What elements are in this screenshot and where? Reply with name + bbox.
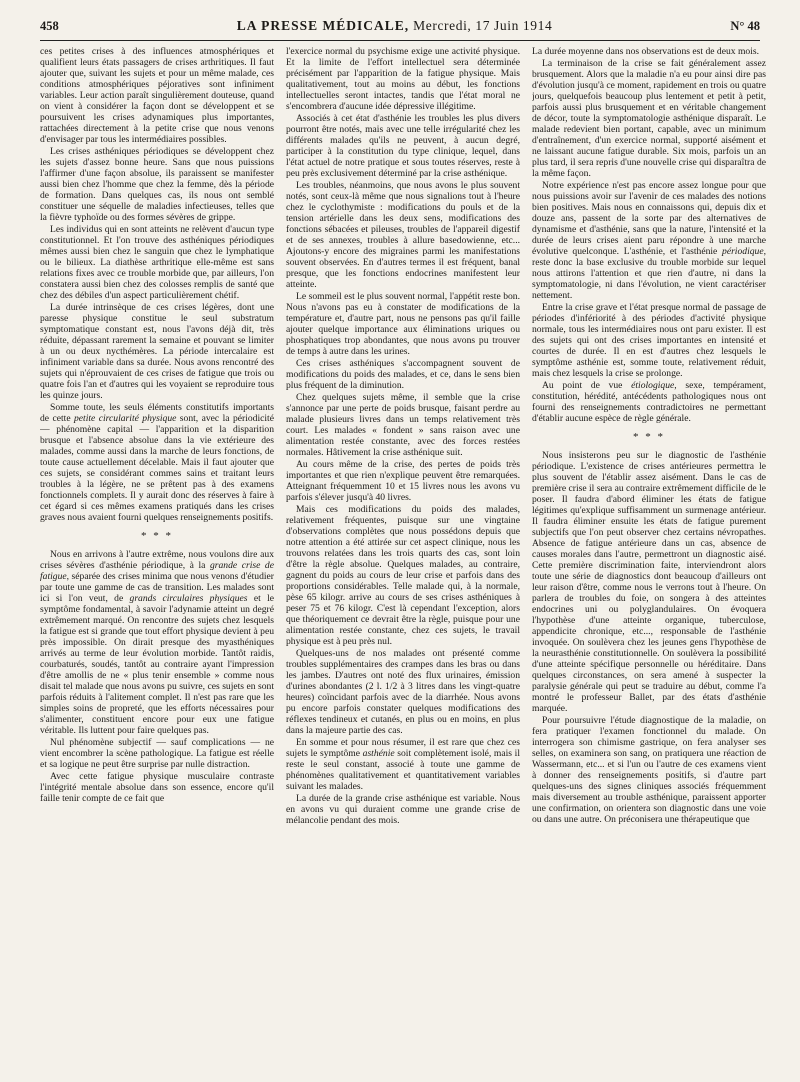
- paragraph: Quelques-uns de nos malades ont présenté comme troubles supplémentaires des crampes dans les bras ou dans les jambes. D'autres ont noté des flux urinaires, émission d'urines abondantes (2 l. 1/2 à 3 litres dans les vingt-quatre heures) coïncidant parfois avec de la diarrhée. Nous avons pu encore parfois constater quelques modifications des réflexes tendineux et cutanés, en plus ou en moins, en plus dans la majeure partie des cas.: [286, 648, 520, 736]
- section-divider-stars: * * *: [141, 530, 173, 542]
- text-run: , sexe, tempérament, constitution, hérédité, antécédents pathologiques nous ont fourni des renseignements contradictoires ne permettant d'établir aucune espèce de règle générale.: [532, 380, 766, 424]
- text-run: Somme toute, les seuls éléments constitutifs importants de cette: [40, 402, 274, 424]
- paragraph: ces petites crises à des influences atmosphériques et qualifient leurs états passagers de crises arthritiques. Il faut ajouter que, suivant les sujets et pour un même malade, ces conditions atmosphériques péjoratives sont infiniment variables. Leur action paraît singulièrement douteuse, quand on vient à considérer la façon dont se développent et se poursuivent les crises adynamiques plus importantes, rattachées directement à la petite crise que nous venons d'envisager par tous les intermédiaires possibles.: [40, 46, 274, 145]
- text-run: sont, avec la périodicité — phénomène capital — l'apparition et la disparition brusque et l'absence absolue dans la vie extérieure des malades, comme aussi dans la marche de leurs fonctions, de toute cause actuellement décelable. Mais il faut ajouter que ces sujets, se considérant commes sains et traitant leurs troubles à la légère, ne se prêtent pas à des examens fonctionnels complets. Il y aurait donc des réserves à faire à cet égard si ces mêmes examens pratiqués dans les crises graves nous avaient fourni quelques renseignements positifs.: [40, 413, 274, 523]
- paragraph: Nous insisterons peu sur le diagnostic de l'asthénie périodique. L'existence de crises antérieures permettra le plus souvent de l'établir assez aisément. Dans le cas de première crise il sera au contraire extrêmement difficile de le poser. Il faudra d'abord éliminer les états de fatigue légitimes qu'explique suffisamment un surmenage antérieur. Il faudra éliminer ensuite les états de fatigue purement subjectifs que l'on peut observer chez certains névropathes. Absence de fatigue antérieure dans un cas, absence de causes morales dans l'autre, permettront un diagnostic aisé. Cette première discrimination faite, interviendront alors toute une série de diagnostics dont beaucoup d'ailleurs ont leur raison d'être, comme nous le verrons tout à l'heure. On parlera de troubles du foie, on songera à des atteintes endocrines uni ou polyglandulaires. On évoquera l'hypothèse d'une atteinte organique, tuberculose, appendicite chronique, etc..., responsable de l'asthénie invoquée. On soulèvera chez les jeunes gens l'hypothèse de la neurasthénie constitutionnelle. On soulèvera la possibilité d'une atteinte spécifique personnelle ou héréditaire. Dans quelques circonstances, on sera amené à suspecter la paralysie générale qui peut se traduire au début, comme l'a montré le professeur Ballet, par des états d'asthénie marquée.: [532, 450, 766, 714]
- journal-name: LA PRESSE MÉDICALE,: [236, 18, 410, 33]
- italic-term: grands circulaires physiques: [129, 593, 248, 604]
- paragraph: Au cours même de la crise, des pertes de poids très importantes et que rien n'explique peuvent être remarquées. Atteignant fréquemment 10 et 15 livres nous les avons vu parfois s'élever jusqu'à 40 livres.: [286, 459, 520, 503]
- italic-term: asthénie: [362, 748, 395, 759]
- paragraph: [40, 549, 274, 736]
- header-rule: [40, 40, 760, 41]
- paragraph: Ces crises asthéniques s'accompagnent souvent de modifications du poids des malades, et ce, dans le sens bien plus fréquent de la diminution.: [286, 358, 520, 391]
- italic-term: petite circularité physique: [74, 413, 177, 424]
- column-1: [40, 46, 274, 1072]
- paragraph: La durée intrinsèque de ces crises légères, dont une paresse physique constitue le seul substratum symptomatique constant est, nous l'avons déjà dit, très réduite, dépassant rarement la semaine et pouvant se limiter à un ou deux nycthémères. La période intercalaire est infiniment variable dans sa durée. Nous avons rencontré des sujets qui n'éprouvaient de ces crises de fatigue que trois ou quatre fois l'an et d'autres qui les voyaient se reproduire tous les quinze jours.: [40, 302, 274, 401]
- paragraph: Les crises asthéniques périodiques se développent chez les sujets d'assez bonne heure. Sans que nous puissions l'affirmer d'une façon absolue, ils paraissent se manifester aussi bien chez l'homme que chez la femme, dès la période de formation. Dans quelques cas, ils nous ont semblé constituer une séquelle de maladies infectieuses, telles que la fièvre typhoïde ou des formes sévères de grippe.: [40, 146, 274, 223]
- paragraph: Le sommeil est le plus souvent normal, l'appétit reste bon. Nous n'avons pas eu à constater de modifications de la température et, d'autre part, nous ne pensons pas qu'il faille ajouter quelque importance aux éliminations uriques ou phosphatiques trop abondantes, que nous avons pu trouver de temps à autre dans les urines.: [286, 291, 520, 357]
- paragraph: Avec cette fatigue physique musculaire contraste l'intégrité mentale absolue dans son essence, encore qu'il faille tenir compte de ce fait que: [40, 771, 274, 804]
- paragraph: Chez quelques sujets même, il semble que la crise s'annonce par une perte de poids brusque, faisant perdre au malade plusieurs livres dans un temps relativement très court. Les malades « fondent » sans raison avec une alimentation restée constante, avec des forces restées normales. Hâtivement la crise asthénique suit.: [286, 392, 520, 458]
- page-header: [40, 18, 760, 38]
- page-number: 458: [40, 19, 59, 33]
- paragraph: [286, 737, 520, 792]
- column-2: [286, 46, 520, 1072]
- italic-term: grande crise de fatigue: [40, 560, 274, 582]
- issue-number: N° 48: [730, 19, 760, 33]
- paragraph: Entre la crise grave et l'état presque normal de passage de périodes d'infériorité à des périodes d'activité physique normale, tous les intermédiaires nous ont paru exister. Il est des sujets qui ont des crises importantes en intensité et courtes de durée. Il en est d'autres chez lesquels le symptôme asthénie est, somme toute, relativement réduit, mais chez lesquels la crise se prolonge.: [532, 302, 766, 379]
- paragraph: Les individus qui en sont atteints ne relèvent d'aucun type constitutionnel. Et l'on trouve des asthéniques périodiques mêmes aussi bien chez le sanguin que chez le lymphatique ou le bilieux. La diathèse arthritique elle-même est sans relations fixes avec ce trouble morbide que, par ailleurs, l'on constatera aussi bien chez des colosses remplis de santé que chez des débiles d'un aspect particulièrement chétif.: [40, 224, 274, 301]
- text-run: soit complètement isolé, mais il reste le seul constant, associé à toute une gamme de phénomènes qualitativement et quantitativement variables suivant les malades.: [286, 748, 520, 792]
- paragraph: [532, 180, 766, 301]
- issue-date: Mercredi, 17 Juin 1914: [413, 18, 553, 33]
- paragraph: Mais ces modifications du poids des malades, relativement fréquentes, puisque sur une vingtaine d'observations complètes que nous possédons depuis que notre attention a été attirée sur cet aspect clinique, nous les trouvons relatées dans les trois quarts des cas, sont loin d'être la règle absolue. Quelques malades, au contraire, gagnent du poids au cours de leur crise et parfois dans des proportions considérables. Telle malade qui, à la normale, pèse 65 kilogr. arrive au cours de ses crises asthéniques à peser 75 et 76 kilogr. C'est là cependant l'exception, alors que théoriquement ce devrait être la règle, puisque pour une alimentation restée constante, chez ces sujets, le travail physique est à peu près nul.: [286, 504, 520, 647]
- section-divider-stars: * * *: [633, 431, 665, 443]
- text-columns: [40, 46, 766, 1072]
- text-run: Nous en arrivons à l'autre extrême, nous voulons dire aux crises sévères d'asthénie périodique, à la: [40, 549, 274, 571]
- paragraph: Nul phénomène subjectif — sauf complications — ne vient encombrer la scène pathologique. La fatigue est réelle et sa logique ne peut être surprise par nulle distraction.: [40, 737, 274, 770]
- italic-term: périodique: [722, 246, 764, 257]
- paragraph: La terminaison de la crise se fait généralement assez brusquement. Alors que la maladie n'a eu pour ainsi dire pas d'évolution jusqu'à ce moment, rapidement en trois ou quatre jours, quelquefois beaucoup plus lentement et petit à petit, parfois aussi plus brusquement et en véritable changement de décor, toute la symptomatologie asthénique disparaît. Le malade redevient bien portant, capable, avec un minimum d'entraînement, d'un exercice normal, supporté aisément et ne laissant aucune fatigue durable. Six mois, parfois un an plus tard, il sera repris d'une nouvelle crise qui disparaîtra de la même façon.: [532, 58, 766, 179]
- paragraph: l'exercice normal du psychisme exige une activité physique. Et la limite de l'effort intellectuel sera déterminée précisément par l'apparition de la fatigue physique. Mais qualitativement, tout au moins au début, les fonctions intellectuelles seront intactes, tandis que l'état moral ne s'encombrera d'aucune idée dépressive illégitime.: [286, 46, 520, 112]
- paragraph: [532, 380, 766, 424]
- text-run: Notre expérience n'est pas encore assez longue pour que nous puissions avoir sur l'avenir de ces malades des notions bien positives. Mais nous en connaissons qui, depuis dix et douze ans, passent de la sorte par des alternatives de dynamisme et d'asthénie, sans que la nature, l'intensité et la durée de leurs crises aient paru répondre à une marche évolutive quelconque. L'asthénie, et l'asthénie: [532, 180, 766, 257]
- paragraph: La durée de la grande crise asthénique est variable. Nous en avons vu qui duraient comme une grande crise de mélancolie pendant des mois.: [286, 793, 520, 826]
- journal-title: [237, 18, 553, 34]
- text-run: , reste donc la base exclusive du trouble morbide sur lequel nous attirons l'attention et que rien d'autre, ni dans la symptomatologie, ni dans l'évolution, ne vient caractériser nettement.: [532, 246, 766, 301]
- paragraph: La durée moyenne dans nos observations est de deux mois.: [532, 46, 759, 57]
- paragraph: Pour poursuivre l'étude diagnostique de la maladie, on fera pratiquer l'examen fonctionnel du malade. On interrogera son chimisme gastrique, on fera analyser ses selles, on examinera son sang, on pratiquera une réaction de Wassermann, etc... et si l'un ou l'autre de ces examens vient à donner des renseignements positifs, si d'autre part quelques-uns des signes cliniques associés fréquemment mais diversement au trouble asthénique, paraissent apporter une confirmation, on orientera son diagnostic dans une voie ou dans une autre. On préconisera une thérapeutique que: [532, 715, 766, 825]
- text-run: Au point de vue: [542, 380, 632, 391]
- paragraph: Les troubles, néanmoins, que nous avons le plus souvent notés, sont ceux-là même que nous signalions tout à l'heure chez le cyclothymiste : modifications du pouls et de la tension artérielle dans les deux sens, modifications des fonctions sébacées et pileuses, troubles de l'appareil digestif et de ses annexes, troubles à allure basedowienne, etc... Ajoutons-y encore des migraines parmi les manifestations souvent observées. En d'autres termes il est fréquent, banal presque, que les fonctions endocrines manifestent leur atteinte.: [286, 180, 520, 290]
- text-run: En somme et pour nous résumer, il est rare que chez ces sujets le symptôme: [286, 737, 520, 759]
- paragraph: [40, 402, 274, 523]
- paragraph: Associés à cet état d'asthénie les troubles les plus divers pourront être notés, mais avec une telle irrégularité chez les différents malades qu'ils ne peuvent, à aucun degré, participer à la constitution du type clinique, lequel, dans l'état actuel de notre pratique et sous toutes réserves, reste à peu près exclusivement déterminé par la crise asthénique.: [286, 113, 520, 179]
- column-3: [532, 46, 766, 1072]
- italic-term: étiologique: [631, 380, 675, 391]
- text-run: , séparée des crises minima que nous venons d'étudier par toute une gamme de cas de transition. Les malades sont ici si l'on veut, de: [40, 571, 274, 604]
- text-run: et le symptôme fondamental, à savoir l'adynamie atteint un degré extrêmement marqué. On rencontre des sujets chez lesquels la fatigue est si grande que tout effort physique devient à peu près impossible. On dirait presque des myasthéniques arrivés au terme de leur évolution morbide. Tantôt raidis, courbaturés, soudés, tantôt au contraire ayant l'impression d'être amollis de ne « plus tenir ensemble » comme nous disait tel malade que nous avons pu suivre, ces sujets en sont parfois réduits à l'alitement complet. Il n'est pas rare que les simples soins de propreté, que les efforts nécessaires pour s'alimenter, constituent encore pour eux une fatigue véritable. Ils luttent pour faire quelques pas.: [40, 593, 274, 736]
